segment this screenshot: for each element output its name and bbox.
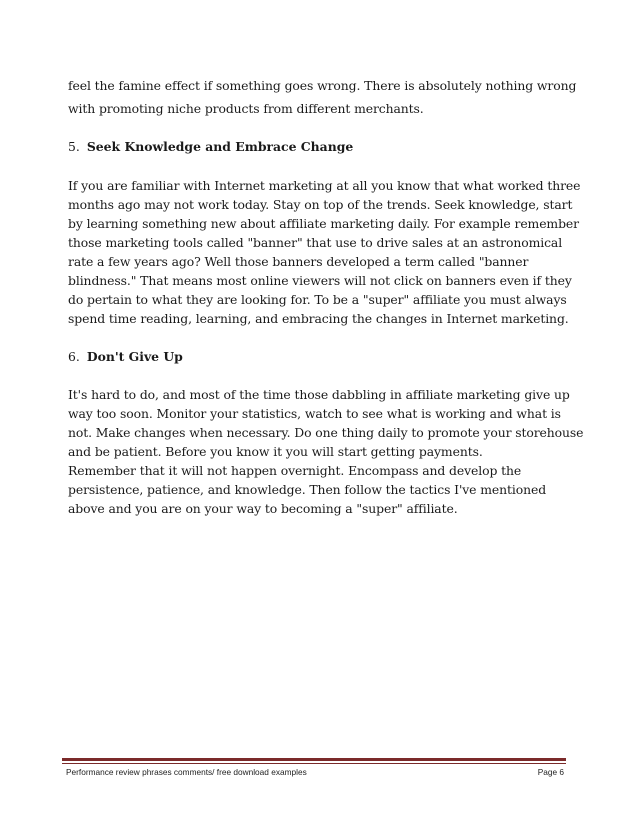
intro-line: feel the famine effect if something goes wrong. There is absolutely nothing wrong — [68, 78, 577, 93]
section-6-heading — [68, 349, 183, 365]
section-6-title: Don't Give Up — [86, 349, 183, 364]
intro-line: with promoting niche products from different merchants. — [68, 101, 424, 116]
footer-document-title: Performance review phrases comments/ free download examples — [66, 767, 307, 777]
section-6-line: above and you are on your way to becoming a "super" affiliate. — [68, 501, 458, 516]
section-6-line: not. Make changes when necessary. Do one thing daily to promote your storehouse — [68, 425, 584, 440]
section-5-line: those marketing tools called "banner" that use to drive sales at an astronomical — [68, 235, 563, 250]
section-5-line: blindness." That means most online viewers will not click on banners even if they — [68, 273, 572, 288]
section-6-line: Remember that it will not happen overnight. Encompass and develop the — [68, 463, 522, 478]
section-5-line: If you are familiar with Internet marketing at all you know that what worked three — [68, 178, 581, 193]
section-5-line: spend time reading, learning, and embracing the changes in Internet marketing. — [68, 311, 569, 326]
section-5-line: months ago may not work today. Stay on top of the trends. Seek knowledge, start — [68, 197, 573, 212]
section-6-line: persistence, patience, and knowledge. Then follow the tactics I've mentioned — [68, 482, 547, 497]
section-5-line: do pertain to what they are looking for. To be a "super" affiliate you must always — [68, 292, 567, 307]
section-6-number: 6. — [68, 349, 80, 364]
section-6-line: and be patient. Before you know it you will start getting payments. — [68, 444, 483, 459]
section-5-title: Seek Knowledge and Embrace Change — [86, 139, 354, 154]
footer-rule-thin — [62, 763, 566, 764]
section-5-line: rate a few years ago? Well those banners developed a term called "banner — [68, 254, 529, 269]
section-5-number: 5. — [68, 139, 80, 154]
footer-rule — [62, 758, 566, 761]
section-6-line: way too soon. Monitor your statistics, watch to see what is working and what is — [68, 406, 561, 421]
section-6-line: It's hard to do, and most of the time those dabbling in affiliate marketing give up — [68, 387, 570, 402]
section-5-line: by learning something new about affiliate marketing daily. For example remember — [68, 216, 579, 231]
section-5-heading — [68, 139, 353, 155]
footer-page-number: Page 6 — [537, 767, 564, 777]
